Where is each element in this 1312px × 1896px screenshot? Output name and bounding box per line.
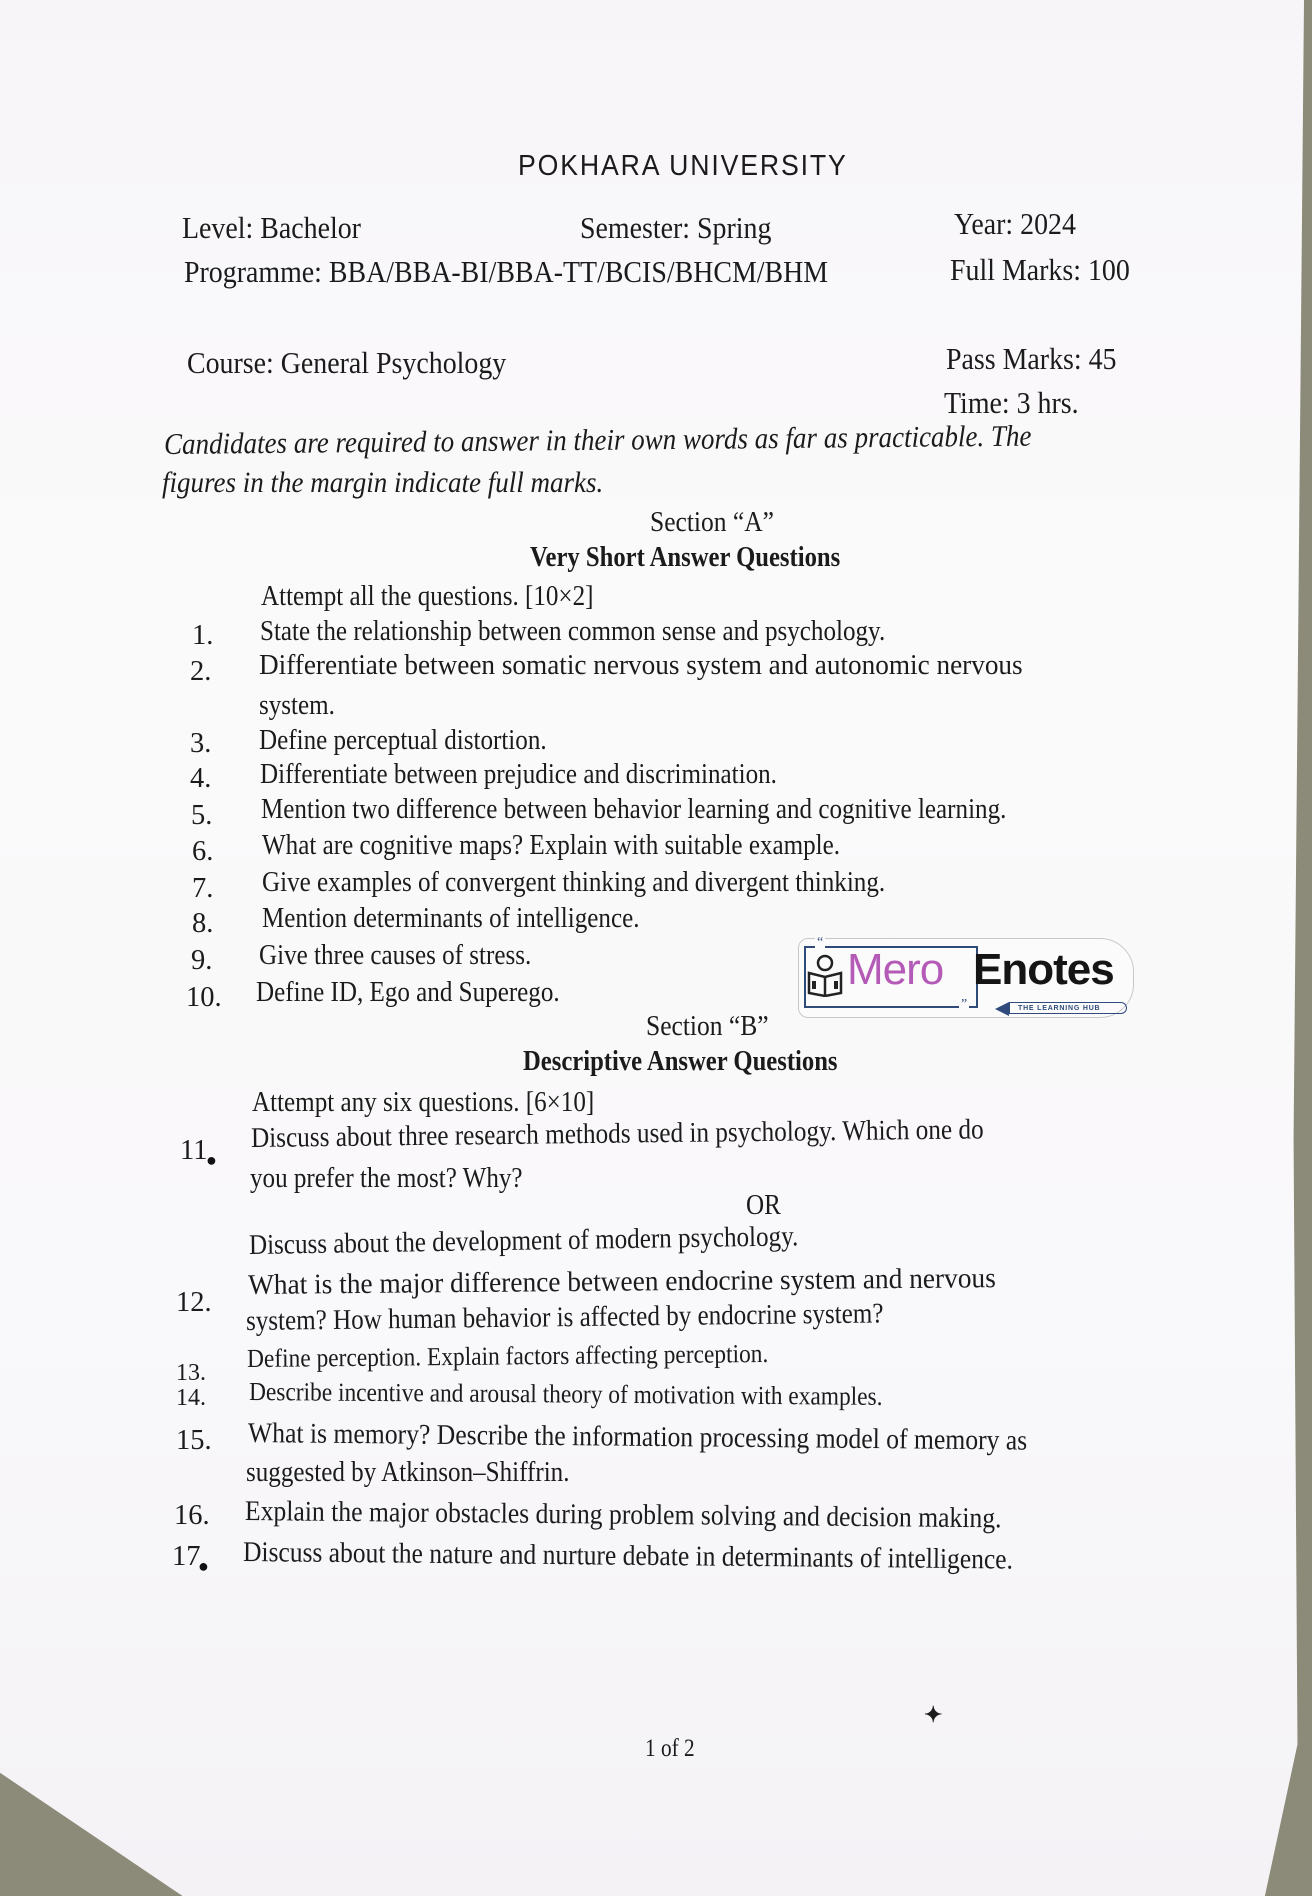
- question-number: 11: [180, 1135, 208, 1166]
- question-text-continued: you prefer the most? Why?: [250, 1163, 523, 1194]
- question-number: 15.: [176, 1425, 212, 1456]
- logo-text-mero: Mero: [847, 945, 944, 994]
- section-a-title: Section “A”: [650, 506, 775, 538]
- level-label: Level: Bachelor: [182, 210, 361, 245]
- section-b-title: Section “B”: [646, 1010, 769, 1042]
- question-text: Give examples of convergent thinking and divergent thinking.: [262, 867, 886, 898]
- question-text: Define perceptual distortion.: [259, 725, 547, 756]
- question-number: 17: [172, 1541, 201, 1572]
- pass-marks-label: Pass Marks: 45: [946, 341, 1117, 376]
- question-number: 2.: [190, 656, 212, 687]
- question-number: 10.: [186, 982, 222, 1013]
- question-text: Differentiate between somatic nervous system and autonomic nervous: [259, 650, 1023, 681]
- question-text: Define perception. Explain factors affecting perception.: [246, 1338, 769, 1373]
- question-text: Explain the major obstacles during problem solving and decision making.: [244, 1496, 1002, 1535]
- section-b-subtitle: Descriptive Answer Questions: [523, 1045, 838, 1077]
- pen-mark-icon: ●: [198, 1556, 209, 1576]
- question-number: 14.: [176, 1385, 206, 1411]
- question-number: 6.: [192, 836, 214, 867]
- question-number: 5.: [191, 800, 213, 831]
- question-text: Mention determinants of intelligence.: [262, 903, 640, 934]
- question-text: Differentiate between prejudice and discrimination.: [260, 759, 777, 790]
- pen-mark-icon: ●: [206, 1150, 217, 1170]
- semester-label: Semester: Spring: [580, 210, 772, 245]
- question-alternative-text: Discuss about the development of modern psychology.: [248, 1221, 799, 1261]
- question-text-continued: system.: [259, 690, 335, 721]
- university-title: POKHARA UNIVERSITY: [518, 150, 848, 182]
- section-b-instruction: Attempt any six questions. [6×10]: [252, 1087, 595, 1118]
- question-text-continued: suggested by Atkinson–Shiffrin.: [246, 1457, 570, 1488]
- logo-text-enotes: Enotes: [973, 945, 1114, 994]
- question-text: Discuss about the nature and nurture debate in determinants of intelligence.: [242, 1537, 1014, 1576]
- question-number: 13.: [176, 1360, 206, 1386]
- year-label: Year: 2024: [954, 206, 1076, 241]
- question-text: Define ID, Ego and Superego.: [256, 977, 560, 1008]
- question-text: Give three causes of stress.: [259, 940, 532, 971]
- instruction-line-1: Candidates are required to answer in their own words as far as practicable. The: [163, 419, 1032, 461]
- question-number: 1.: [192, 620, 214, 651]
- close-quote-icon: ”: [961, 997, 968, 1012]
- ink-mark-icon: ✦: [924, 1702, 943, 1727]
- question-text: State the relationship between common sense and psychology.: [260, 616, 886, 647]
- pencil-tip-icon: [995, 1002, 1009, 1016]
- or-separator: OR: [746, 1190, 781, 1221]
- question-text: What is the major difference between endocrine system and nervous: [247, 1263, 996, 1301]
- question-number: 16.: [174, 1500, 210, 1531]
- question-text-continued: system? How human behavior is affected by endocrine system?: [245, 1298, 884, 1337]
- question-number: 9.: [191, 945, 213, 976]
- question-text: Describe incentive and arousal theory of motivation with examples.: [248, 1377, 883, 1411]
- book-reader-icon: [807, 953, 843, 997]
- question-number: 7.: [192, 873, 214, 904]
- full-marks-label: Full Marks: 100: [950, 252, 1130, 287]
- time-label: Time: 3 hrs.: [944, 385, 1079, 420]
- programme-label: Programme: BBA/BBA-BI/BBA-TT/BCIS/BHCM/BHM: [184, 254, 829, 289]
- logo-tagline: THE LEARNING HUB: [1009, 1002, 1127, 1014]
- question-number: 3.: [190, 728, 212, 759]
- merotenotes-watermark: [798, 935, 1134, 1018]
- section-a-instruction: Attempt all the questions. [10×2]: [261, 581, 594, 612]
- question-number: 12.: [176, 1287, 212, 1318]
- open-quote-icon: “: [817, 935, 824, 950]
- question-text: Mention two difference between behavior learning and cognitive learning.: [261, 794, 1007, 825]
- question-text: Discuss about three research methods used in psychology. Which one do: [250, 1114, 984, 1154]
- question-number: 8.: [192, 908, 214, 939]
- section-a-subtitle: Very Short Answer Questions: [530, 541, 841, 573]
- instruction-line-2: figures in the margin indicate full marks.: [162, 466, 604, 499]
- question-number: 4.: [190, 763, 212, 794]
- question-text: What is memory? Describe the information processing model of memory as: [247, 1418, 1028, 1457]
- course-label: Course: General Psychology: [187, 345, 507, 380]
- question-text: What are cognitive maps? Explain with suitable example.: [262, 830, 841, 861]
- page-number: 1 of 2: [645, 1735, 695, 1762]
